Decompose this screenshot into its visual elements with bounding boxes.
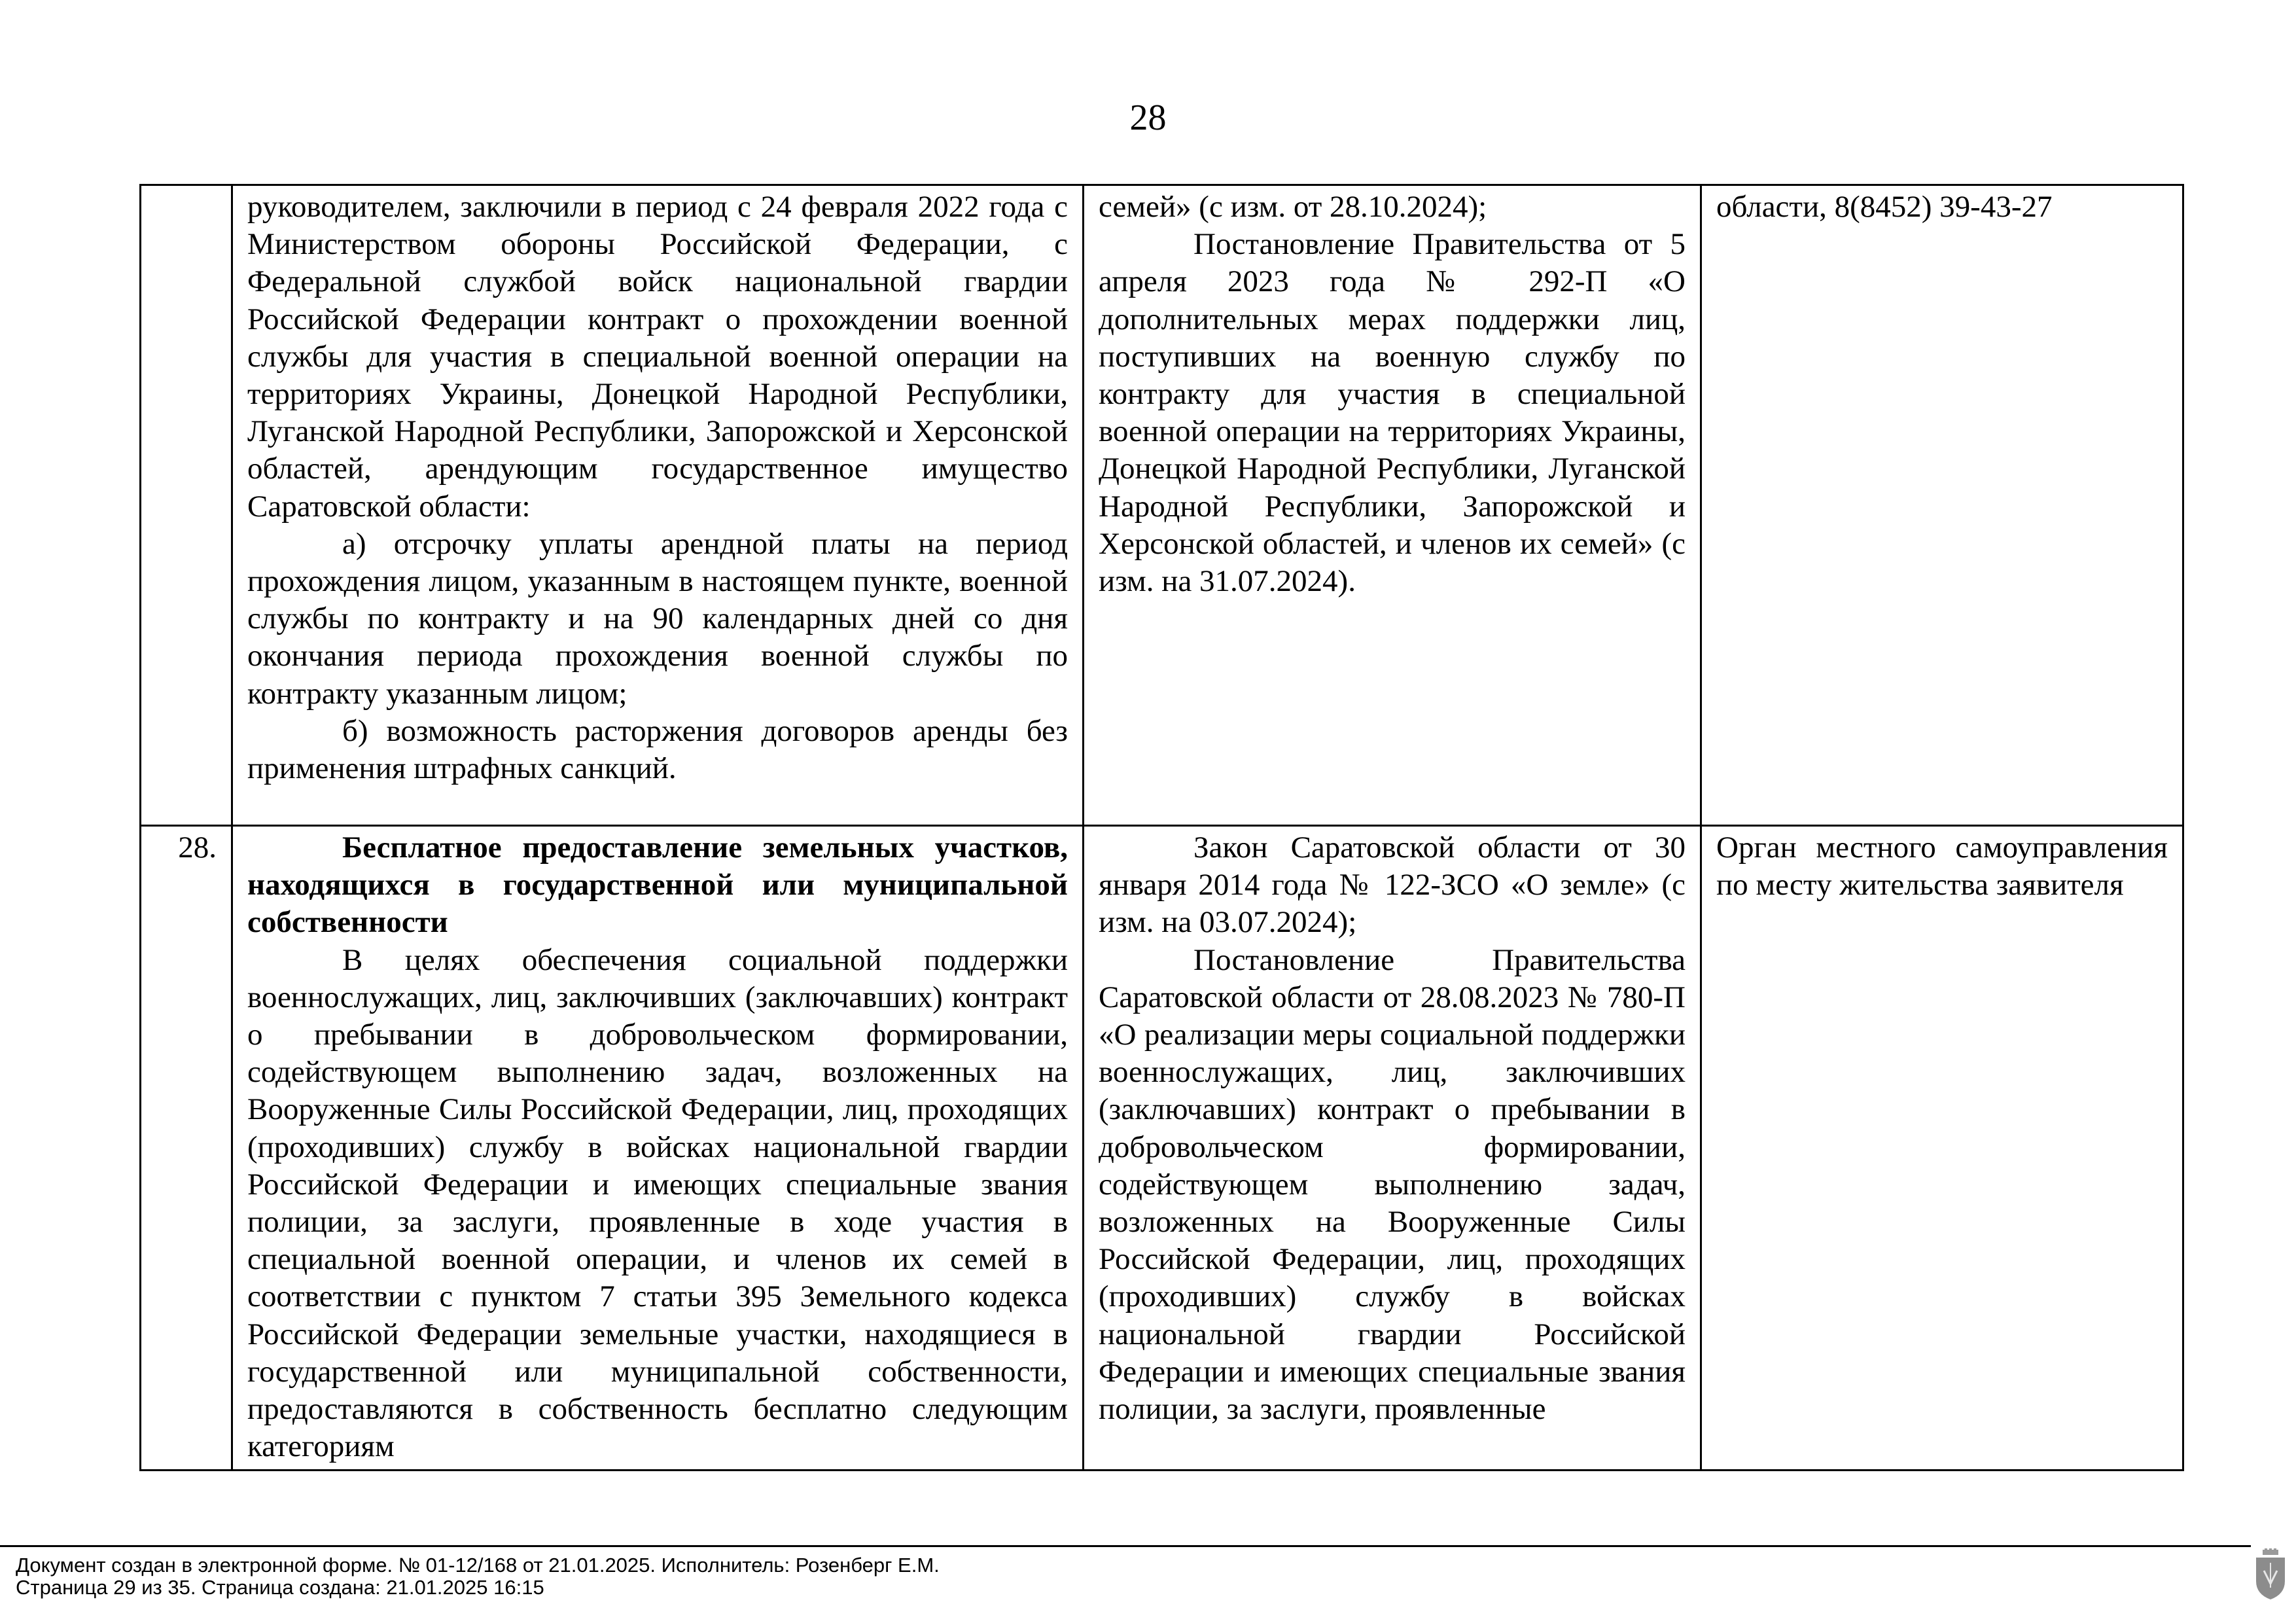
contact-cell [1701, 185, 2183, 826]
description-paragraph: б) возможность расторжения договоров аренды без применения штрафных санкций. [247, 713, 1068, 786]
contact-cell [1701, 826, 2183, 1471]
legal-basis-paragraph: Постановление Правительства от 5 апреля 2023 года № 292-П «О дополнительных мерах поддержки лиц, поступивших на военную службу по контракту для участия в специальной военной операции на территориях Украины, Донецкой Народной Республики, Луганской Народной Республики, Запорожской и Херсонской областей, и членов их семей» (с изм. на 31.07.2024). [1099, 227, 1686, 599]
footer-document-info: Документ создан в электронной форме. № 01-12/168 от 21.01.2025. Исполнитель: Розенберг Е.М. [16, 1554, 940, 1577]
measure-title: Бесплатное предоставление земельных участков, находящихся в государственной или муниципальной собственности [247, 830, 1068, 940]
row-number [141, 185, 232, 826]
table-row [141, 185, 2183, 826]
row-number: 28. [141, 826, 232, 1471]
legal-basis-cell [1084, 185, 1701, 826]
legal-basis-paragraph: Закон Саратовской области от 30 января 2014 года № 122-ЗСО «О земле» (с изм. на 03.07.2024); [1099, 830, 1686, 940]
measures-table [139, 184, 2184, 1471]
description-paragraph: а) отсрочку уплаты арендной платы на период прохождения лицом, указанным в настоящем пункте, военной службы по контракту и на 90 календарных дней со дня окончания периода прохождения военной службы по контракту указанным лицом; [247, 526, 1068, 711]
measure-description-cell [232, 826, 1084, 1471]
contact-text: области, 8(8452) 39-43-27 [1716, 190, 2053, 224]
footer-divider [0, 1545, 2251, 1547]
coat-of-arms-icon [2253, 1548, 2287, 1601]
description-paragraph: руководителем, заключили в период с 24 февраля 2022 года с Министерством обороны Российской Федерации, с Федеральной службой войск национальной гвардии Российской Федерации контракт о прохождении военной службы для участия в специальной военной операции на территориях Украины, Донецкой Народной Республики, Луганской Народной Республики, Запорожской и Херсонской областей, арендующим государственное имущество Саратовской области: [247, 190, 1068, 524]
footer-page-info: Страница 29 из 35. Страница создана: 21.01.2025 16:15 [16, 1576, 544, 1599]
footer [16, 1554, 940, 1599]
page-number: 28 [1129, 98, 1167, 138]
table-row [141, 826, 2183, 1471]
legal-basis-cell [1084, 826, 1701, 1471]
contact-text: Орган местного самоуправления по месту жительства заявителя [1716, 830, 2168, 902]
legal-basis-paragraph: семей» (с изм. от 28.10.2024); [1099, 190, 1487, 224]
legal-basis-paragraph: Постановление Правительства Саратовской области от 28.08.2023 № 780-П «О реализации меры социальной поддержки военнослужащих, лиц, заключивших (заключавших) контракт о пребывании в добровольческом формировании, содействующем выполнению задач, возложенных на Вооруженные Силы Российской Федерации, лиц, проходящих (проходивших) службу в войсках национальной гвардии Российской Федерации и имеющих специальные звания полиции, за заслуги, проявленные [1099, 942, 1686, 1427]
measure-description-cell [232, 185, 1084, 826]
description-paragraph: В целях обеспечения социальной поддержки военнослужащих, лиц, заключивших (заключавших) контракт о пребывании в добровольческом формировании, содействующем выполнению задач, возложенных на Вооруженные Силы Российской Федерации, лиц, проходящих (проходивших) службу в войсках национальной гвардии Российской Федерации и имеющих специальные звания полиции, за заслуги, проявленные в ходе участия в специальной военной операции, и членов их семей в соответствии с пунктом 7 статьи 395 Земельного кодекса Российской Федерации земельные участки, находящиеся в государственной или муниципальной собственности, предоставляются в собственность бесплатно следующим категориям [247, 942, 1068, 1464]
